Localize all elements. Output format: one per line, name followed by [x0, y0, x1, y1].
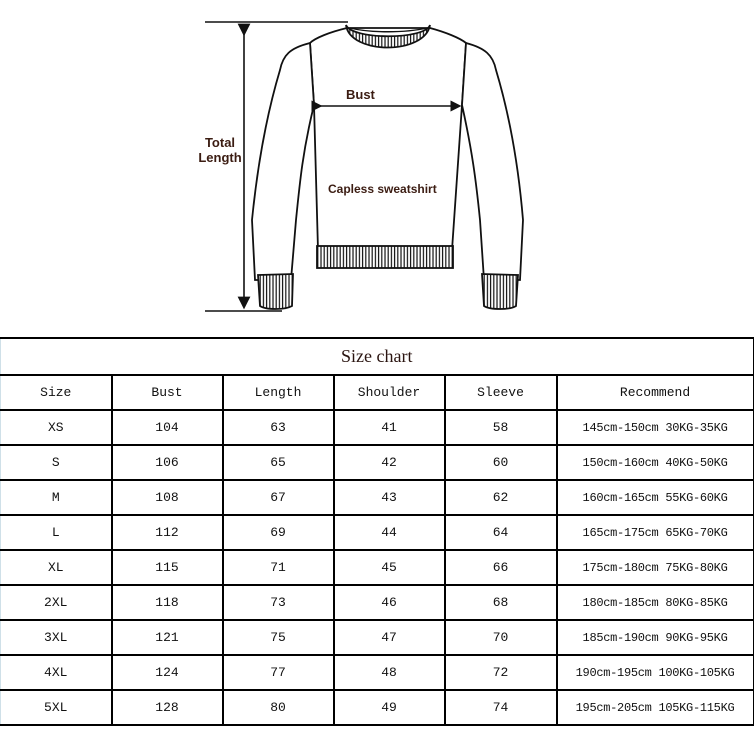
cell-length: 67: [223, 480, 334, 515]
size-chart-title: Size chart: [1, 338, 754, 375]
cell-shoulder: 44: [334, 515, 445, 550]
cell-length: 65: [223, 445, 334, 480]
cell-bust: 121: [112, 620, 223, 655]
cell-bust: 128: [112, 690, 223, 725]
cell-recommend: 145cm-150cm 30KG-35KG: [557, 410, 754, 445]
table-row: [1, 585, 754, 620]
cell-shoulder: 42: [334, 445, 445, 480]
header-row: [1, 375, 754, 410]
cell-shoulder: 45: [334, 550, 445, 585]
cell-bust: 106: [112, 445, 223, 480]
cell-recommend: 180cm-185cm 80KG-85KG: [557, 585, 754, 620]
cell-length: 69: [223, 515, 334, 550]
cell-shoulder: 46: [334, 585, 445, 620]
cell-sleeve: 58: [445, 410, 557, 445]
cell-sleeve: 62: [445, 480, 557, 515]
cell-sleeve: 60: [445, 445, 557, 480]
table-row: [1, 515, 754, 550]
cell-recommend: 150cm-160cm 40KG-50KG: [557, 445, 754, 480]
cell-recommend: 165cm-175cm 65KG-70KG: [557, 515, 754, 550]
cell-recommend: 160cm-165cm 55KG-60KG: [557, 480, 754, 515]
cell-size: XL: [1, 550, 112, 585]
cell-sleeve: 66: [445, 550, 557, 585]
cell-size: L: [1, 515, 112, 550]
cell-sleeve: 72: [445, 655, 557, 690]
cell-size: 5XL: [1, 690, 112, 725]
cell-recommend: 195cm-205cm 105KG-115KG: [557, 690, 754, 725]
table-row: [1, 410, 754, 445]
cell-length: 75: [223, 620, 334, 655]
cell-shoulder: 49: [334, 690, 445, 725]
table-row: [1, 550, 754, 585]
cell-bust: 118: [112, 585, 223, 620]
cell-recommend: 190cm-195cm 100KG-105KG: [557, 655, 754, 690]
table-row: [1, 620, 754, 655]
cell-recommend: 175cm-180cm 75KG-80KG: [557, 550, 754, 585]
cell-length: 73: [223, 585, 334, 620]
cell-size: 3XL: [1, 620, 112, 655]
sweatshirt-outline-icon: [0, 0, 754, 330]
table-row: [1, 655, 754, 690]
cell-shoulder: 48: [334, 655, 445, 690]
col-header-sleeve: Sleeve: [445, 375, 557, 410]
table-row: [1, 445, 754, 480]
cell-length: 71: [223, 550, 334, 585]
col-header-bust: Bust: [112, 375, 223, 410]
cell-sleeve: 68: [445, 585, 557, 620]
cell-recommend: 185cm-190cm 90KG-95KG: [557, 620, 754, 655]
cell-sleeve: 70: [445, 620, 557, 655]
table-row: [1, 690, 754, 725]
cell-sleeve: 74: [445, 690, 557, 725]
cell-bust: 115: [112, 550, 223, 585]
cell-bust: 104: [112, 410, 223, 445]
total-length-label-line2: Length: [198, 150, 242, 165]
cell-bust: 124: [112, 655, 223, 690]
cell-length: 63: [223, 410, 334, 445]
cell-length: 80: [223, 690, 334, 725]
cell-shoulder: 43: [334, 480, 445, 515]
cell-length: 77: [223, 655, 334, 690]
col-header-shoulder: Shoulder: [334, 375, 445, 410]
sweatshirt-measurement-diagram: [0, 0, 754, 330]
bust-label: Bust: [346, 87, 375, 102]
cell-size: S: [1, 445, 112, 480]
cell-shoulder: 41: [334, 410, 445, 445]
cell-sleeve: 64: [445, 515, 557, 550]
size-chart-table: [0, 337, 754, 726]
col-header-length: Length: [223, 375, 334, 410]
cell-shoulder: 47: [334, 620, 445, 655]
table-row: [1, 480, 754, 515]
cell-bust: 112: [112, 515, 223, 550]
total-length-label-line1: Total: [204, 135, 236, 150]
cell-bust: 108: [112, 480, 223, 515]
cell-size: 4XL: [1, 655, 112, 690]
cell-size: M: [1, 480, 112, 515]
garment-caption: Capless sweatshirt: [328, 182, 437, 196]
cell-size: XS: [1, 410, 112, 445]
total-length-label: [197, 135, 243, 165]
cell-size: 2XL: [1, 585, 112, 620]
col-header-recommend: Recommend: [557, 375, 754, 410]
col-header-size: Size: [1, 375, 112, 410]
title-row: [1, 338, 754, 375]
